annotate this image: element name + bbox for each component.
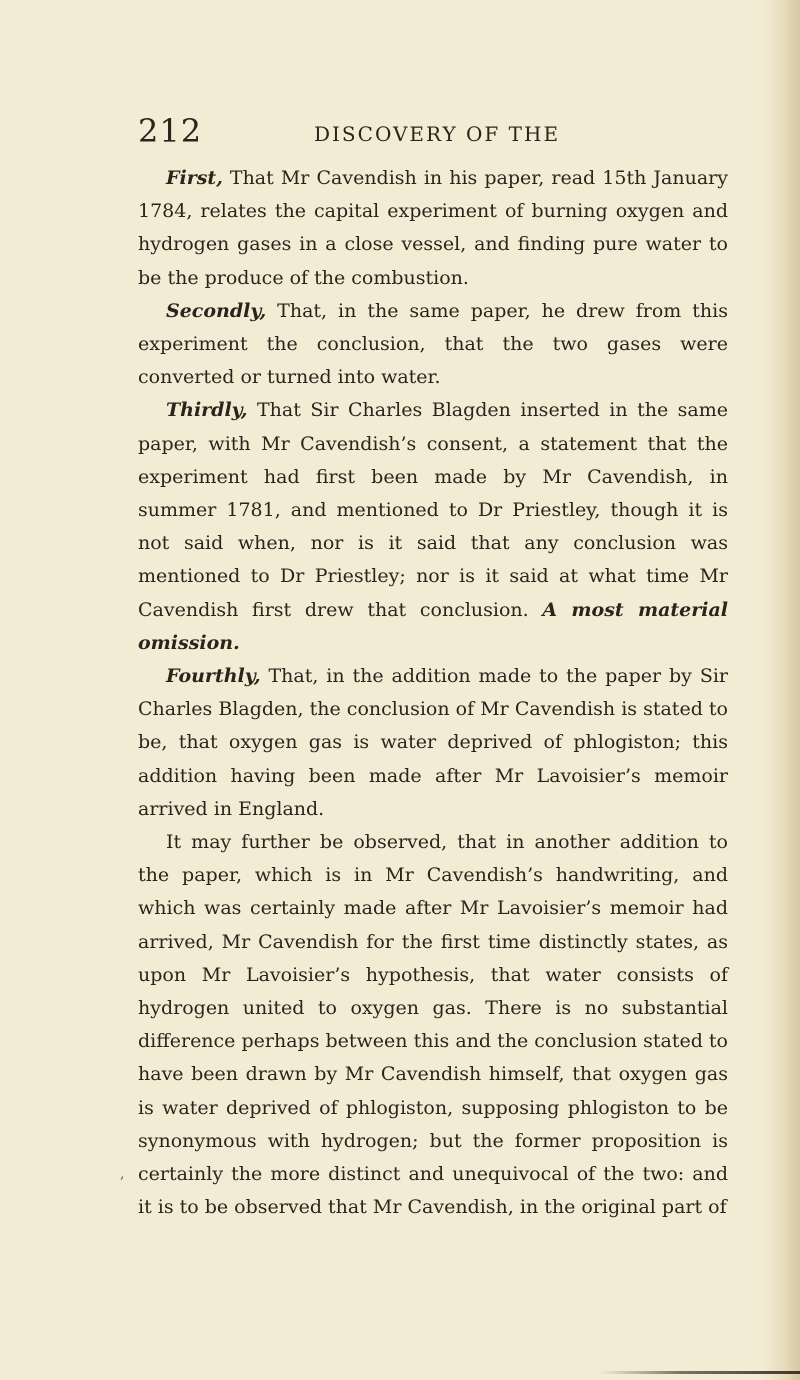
running-head: DISCOVERY OF THE <box>314 122 561 146</box>
paragraph-text: That, in the addition made to the paper by Sir Charles Blagden, the conclusion of Mr Cavendish is stated to be, that oxygen gas is water deprived of phlogiston; this addition having been made after Mr Lavoisier’s memoir arrived in England. <box>138 665 728 820</box>
paragraph-thirdly <box>138 394 728 660</box>
paragraph-emphasis: A most material omission. <box>138 598 729 654</box>
margin-mark: , <box>120 1166 125 1182</box>
paragraph-fourthly <box>138 660 728 826</box>
body-text <box>138 162 728 1225</box>
paragraph-text: That, in the same paper, he drew from this experiment the conclusion, that the two gases were converted or turned into water. <box>138 299 728 389</box>
paragraph-first <box>138 162 728 295</box>
page-number: 212 <box>138 112 203 150</box>
paragraph-lead: Fourthly, <box>166 665 261 688</box>
paragraph-text: It may further be observed, that in another addition to the paper, which is in Mr Cavendish’s handwriting, and which was certainly made after Mr Lavoisier’s memoir had arrived, Mr Cavendish for the first time distinctly states, as upon Mr Lavoisier’s hypothesis, that water consists of hydrogen united to oxygen gas. There is no substantial difference perhaps between this and the conclusion stated to have been drawn by Mr Cavendish himself, that oxygen gas is water deprived of phlogiston, supposing phlogiston to be synonymous with hydrogen; but the former proposition is certainly the more distinct and unequivocal of the two: and it is to be observed that Mr Cavendish, in the original part of <box>138 831 728 1219</box>
page-bottom-edge <box>600 1371 800 1374</box>
page-edge-shadow <box>762 0 800 1380</box>
paragraph-lead: First, <box>166 167 223 189</box>
paragraph-further <box>138 826 728 1224</box>
paragraph-secondly <box>138 295 728 395</box>
paragraph-lead: Secondly, <box>166 299 267 322</box>
paragraph-text: That Mr Cavendish in his paper, read 15th January 1784, relates the capital experiment of burning oxygen and hydrogen gases in a close vessel, and finding pure water to be the produce of the combustion. <box>138 167 728 289</box>
paragraph-lead: Thirdly, <box>166 399 248 422</box>
paragraph-text: That Sir Charles Blagden inserted in the same paper, with Mr Cavendish’s consent, a statement that the experiment had first been made by Mr Cavendish, in summer 1781, and mentioned to Dr Priestley, though it is not said when, nor is it said that any conclusion was mentioned to Dr Priestley; nor is it said at what time Mr Cavendish first drew that conclusion. <box>138 399 728 621</box>
page-header <box>138 112 698 152</box>
